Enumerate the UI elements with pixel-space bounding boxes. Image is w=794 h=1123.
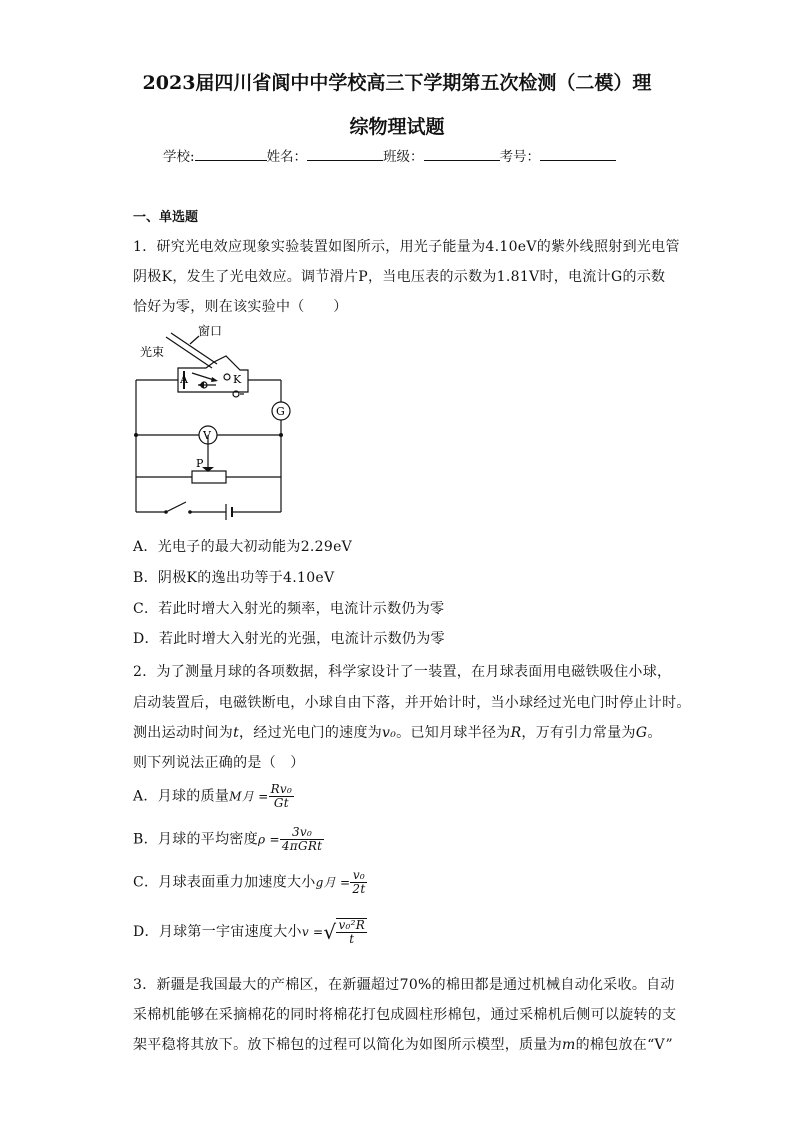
fig-label-A: A — [180, 373, 188, 386]
school-blank[interactable] — [195, 147, 267, 161]
q1-option-a: A．光电子的最大初动能为2.29eV — [133, 539, 353, 555]
q2-option-a: A．月球的质量M月 = $\frac{\text{Rv₀}}{Gt}$ — [133, 782, 293, 810]
student-info-row — [163, 145, 616, 165]
q2-line4: 则下列说法正确的是（ ） — [133, 755, 305, 771]
photoelectric-circuit-figure — [128, 322, 303, 527]
section-heading: 一、单选题 — [133, 210, 199, 225]
fig-label-V: V — [203, 429, 211, 442]
name-blank[interactable] — [307, 147, 383, 161]
q1-option-c: C．若此时增大入射光的频率，电流计示数仍为零 — [133, 601, 445, 617]
fig-label-beam: 光束 — [140, 345, 165, 359]
q2-option-d: D．月球第一宇宙速度大小v =√ $\frac{\text{v₀²R}}{t}$ — [133, 918, 366, 946]
fig-label-K: K — [233, 373, 242, 386]
doc-title-line1: 2023届四川省阆中中学校高三下学期第五次检测（二模）理 — [142, 72, 652, 94]
q2-line1: 2．为了测量月球的各项数据，科学家设计了一装置，在月球表面用电磁铁吸住小球， — [133, 664, 672, 680]
exam-no-blank[interactable] — [540, 147, 616, 161]
fig-label-window: 窗口 — [198, 324, 223, 338]
q2-option-b: B．月球的平均密度ρ = $\frac{\text{3v₀}}{\text{4πGRt}}$ — [133, 825, 323, 853]
class-blank[interactable] — [424, 147, 500, 161]
q1-option-d: D．若此时增大入射光的光强，电流计示数仍为零 — [133, 631, 445, 647]
fig-label-G: G — [276, 405, 285, 418]
q1-line1: 1．研究光电效应现象实验装置如图所示，用光子能量为4.10eV的紫外线照射到光电管 — [133, 239, 680, 255]
q3-line2: 采棉机能够在采摘棉花的同时将棉花打包成圆柱形棉包，通过采棉机后侧可以旋转的支 — [133, 1007, 677, 1023]
q2-line2: 启动装置后，电磁铁断电，小球自由下落，并开始计时，当小球经过光电门时停止计时。 — [133, 695, 691, 711]
q3-line1: 3．新疆是我国最大的产棉区，在新疆超过70%的棉田都是通过机械自动化采收。自动 — [133, 977, 675, 993]
fig-label-P: P — [196, 457, 204, 470]
q1-line2: 阴极K，发生了光电效应。调节滑片P，当电压表的示数为1.81V时，电流计G的示数 — [133, 269, 666, 285]
school-label: 学校: — [163, 149, 195, 165]
class-label: 班级： — [383, 149, 424, 165]
exam-no-label: 考号： — [499, 149, 541, 165]
q1-option-b: B．阴极K的逸出功等于4.10eV — [133, 570, 335, 586]
doc-title-line2: 综物理试题 — [349, 116, 445, 138]
q3-line3: 架平稳将其放下。放下棉包的过程可以简化为如图所示模型，质量为m的棉包放在“V” — [133, 1037, 673, 1053]
name-label: 姓名： — [266, 149, 308, 165]
q2-line3: 测出运动时间为t，经过光电门的速度为v₀。已知月球半径为R，万有引力常量为G。 — [133, 725, 662, 741]
q1-line3: 恰好为零，则在该实验中（ ） — [133, 299, 348, 315]
q2-option-c: C．月球表面重力加速度大小g月 = $\frac{\text{v₀}}{2t}$ — [133, 868, 366, 896]
